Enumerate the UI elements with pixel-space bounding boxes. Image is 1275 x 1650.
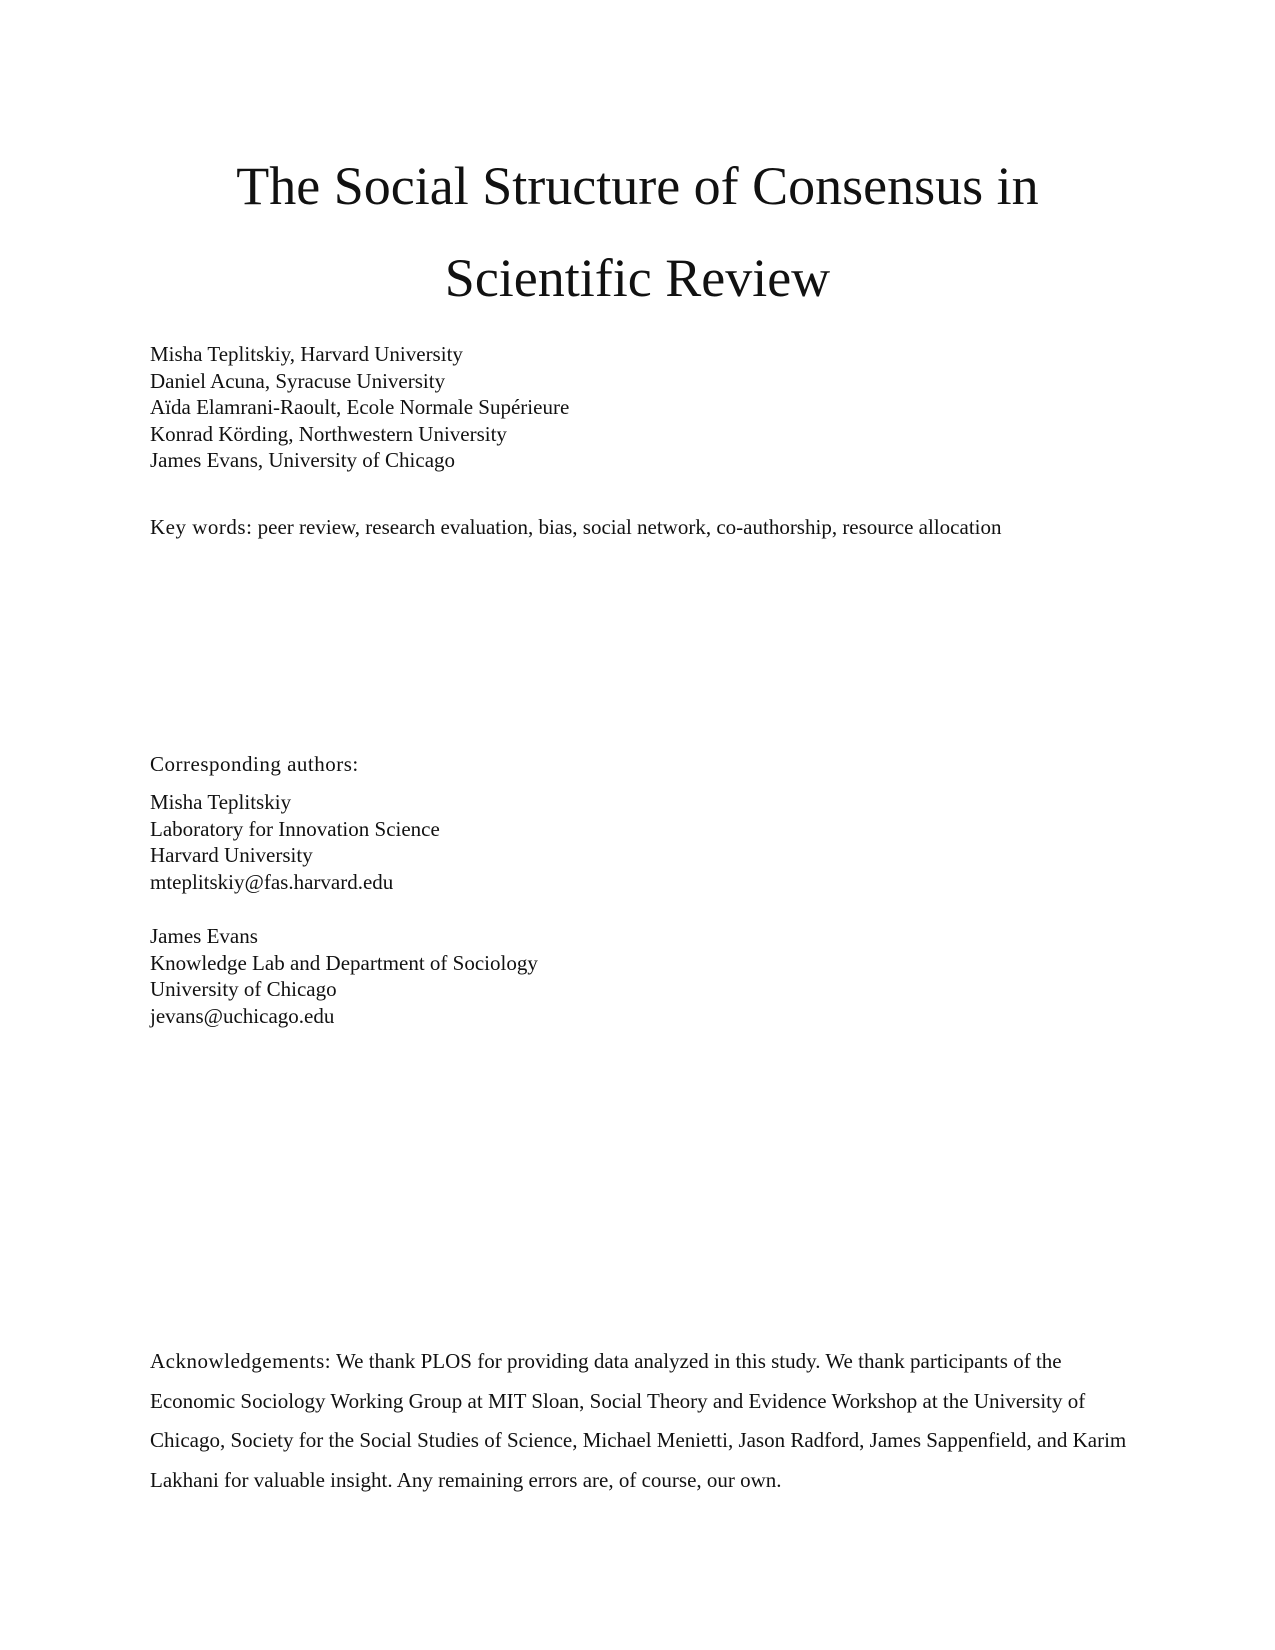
corr2-name: James Evans bbox=[150, 924, 258, 948]
author-list bbox=[150, 341, 1150, 474]
keywords-text: peer review, research evaluation, bias, social network, co-authorship, resource allocation bbox=[257, 515, 1002, 539]
title-line-2: Scientific Review bbox=[444, 248, 831, 308]
acknowledgements bbox=[150, 1342, 1130, 1500]
keywords-label: Key words: bbox=[150, 515, 253, 539]
corresponding-author-2 bbox=[150, 923, 1150, 1029]
corr2-email: jevans@uchicago.edu bbox=[150, 1003, 335, 1028]
acknowledgements-label: Acknowledgements: bbox=[150, 1349, 332, 1373]
corr1-email: mteplitskiy@fas.harvard.edu bbox=[150, 869, 394, 894]
paper-title bbox=[0, 140, 1275, 324]
author-5: James Evans, University of Chicago bbox=[150, 448, 456, 472]
corr1-institution: Harvard University bbox=[150, 843, 313, 867]
corresponding-heading-text: Corresponding authors: bbox=[150, 752, 359, 776]
acknowledgements-text: We thank PLOS for providing data analyzed in this study. We thank participants of the Economic Sociology Working Group at MIT Sloan, Social Theory and Evidence Workshop at the University of Chicago, Society for the Social Studies of Science, Michael Menietti, Jason Radford, James Sappenfield, and Karim Lakhani for valuable insight. Any remaining errors are, of course, our own. bbox=[150, 1349, 1127, 1492]
author-1: Misha Teplitskiy, Harvard University bbox=[150, 342, 463, 366]
corr2-institution: University of Chicago bbox=[150, 977, 337, 1001]
corr1-name: Misha Teplitskiy bbox=[150, 790, 292, 814]
corr2-department: Knowledge Lab and Department of Sociology bbox=[150, 950, 538, 975]
author-3: Aïda Elamrani-Raoult, Ecole Normale Supérieure bbox=[150, 395, 570, 419]
corresponding-authors-heading bbox=[150, 751, 1150, 778]
corr1-lab: Laboratory for Innovation Science bbox=[150, 816, 440, 841]
title-line-1: The Social Structure of Consensus in bbox=[236, 156, 1039, 216]
author-2: Daniel Acuna, Syracuse University bbox=[150, 368, 446, 393]
keywords bbox=[150, 514, 1150, 541]
corresponding-author-1 bbox=[150, 789, 1150, 895]
author-4: Konrad Körding, Northwestern University bbox=[150, 421, 507, 446]
